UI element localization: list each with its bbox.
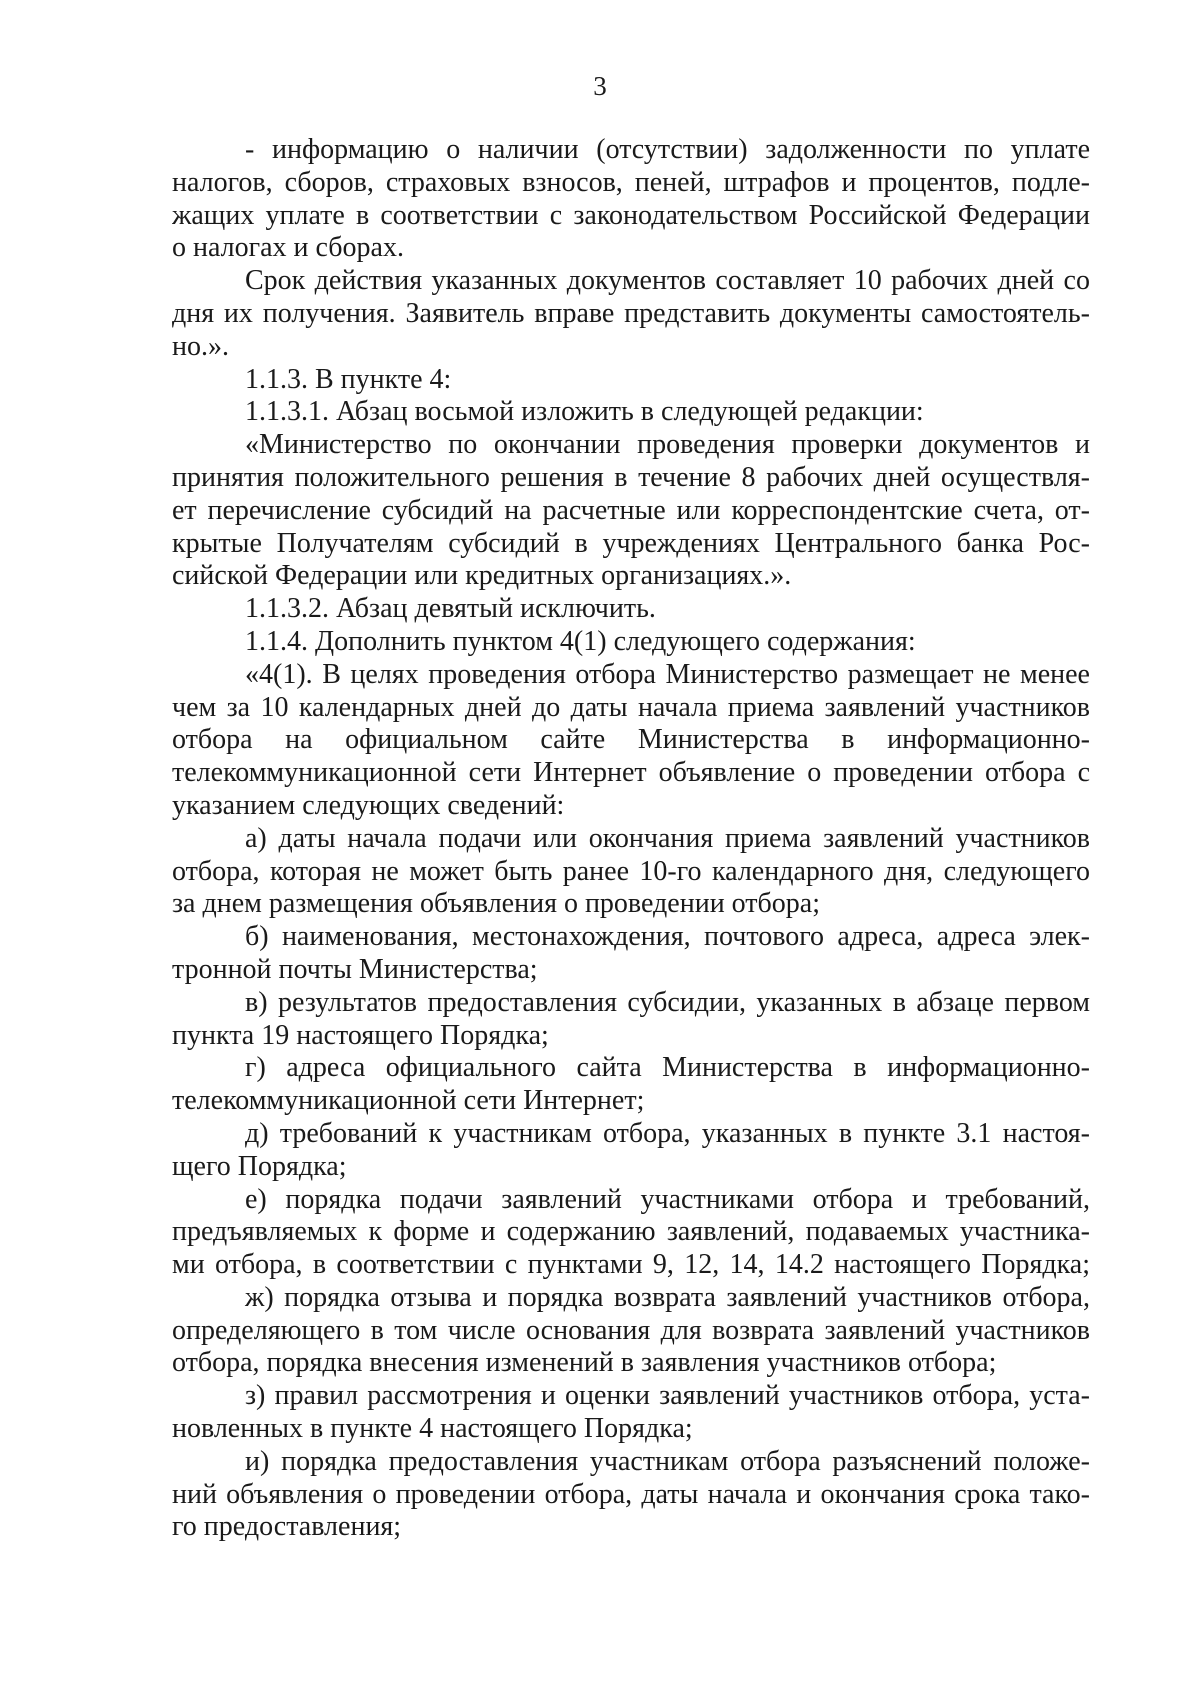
text-line: в) результатов предоставления субсидии, указанных в абзаце первом [245, 986, 1090, 1018]
text-line: «4(1). В целях проведения отбора Министерство размещает не менее [245, 658, 1090, 690]
text-line: за днем размещения объявления о проведении отбора; [172, 888, 820, 920]
text-line: принятия положительного решения в течение 8 рабочих дней осуществля- [172, 461, 1090, 493]
text-line: з) правил рассмотрения и оценки заявлений участников отбора, уста- [245, 1380, 1090, 1412]
text-line: указанием следующих сведений: [172, 789, 565, 821]
text-line: 1.1.4. Дополнить пунктом 4(1) следующего содержания: [245, 625, 916, 657]
text-line: новленных в пункте 4 настоящего Порядка; [172, 1413, 693, 1445]
text-line: определяющего в том числе основания для возврата заявлений участников [172, 1314, 1090, 1346]
text-line: отбора, порядка внесения изменений в заявления участников отбора; [172, 1347, 997, 1379]
text-line: д) требований к участникам отбора, указанных в пункте 3.1 настоя- [245, 1117, 1090, 1149]
text-line: ми отбора, в соответствии с пунктами 9, 12, 14, 14.2 настоящего Порядка; [172, 1249, 1090, 1281]
text-line: е) порядка подачи заявлений участниками отбора и требований, [245, 1183, 1090, 1215]
text-line: - информацию о наличии (отсутствии) задолженности по уплате [245, 134, 1090, 165]
text-line: «Министерство по окончании проведения проверки документов и [245, 429, 1090, 461]
text-line: но.». [172, 330, 229, 362]
text-line: телекоммуникационной сети Интернет; [172, 1085, 645, 1117]
text-line: и) порядка предоставления участникам отбора разъяснений положе- [245, 1445, 1090, 1477]
text-line: о налогах и сборах. [172, 232, 404, 264]
text-line: отбора, которая не может быть ранее 10-го календарного дня, следующего [172, 855, 1090, 887]
text-line: чем за 10 календарных дней до даты начала приема заявлений участников [172, 691, 1090, 723]
text-line: 1.1.3.1. Абзац восьмой изложить в следующей редакции: [245, 396, 924, 428]
text-line: а) даты начала подачи или окончания приема заявлений участников [245, 822, 1090, 854]
text-line: пункта 19 настоящего Порядка; [172, 1019, 549, 1051]
text-line: жащих уплате в соответствии с законодательством Российской Федерации [172, 199, 1090, 231]
text-line: го предоставления; [172, 1511, 402, 1543]
text-line: Срок действия указанных документов составляет 10 рабочих дней со [245, 265, 1090, 297]
text-line: щего Порядка; [172, 1150, 347, 1182]
text-line: дня их получения. Заявитель вправе представить документы самостоятель- [172, 297, 1090, 329]
text-line: отбора на официальном сайте Министерства в информационно- [172, 724, 1090, 756]
text-line: телекоммуникационной сети Интернет объявление о проведении отбора с [172, 757, 1090, 789]
text-line: г) адреса официального сайта Министерства в информационно- [245, 1052, 1090, 1084]
page-number: 3 [593, 71, 607, 101]
text-line: ет перечисление субсидий на расчетные или корреспондентские счета, от- [172, 494, 1090, 526]
text-line: ж) порядка отзыва и порядка возврата заявлений участников отбора, [245, 1281, 1090, 1313]
document-body [172, 134, 1090, 1544]
text-line: налогов, сборов, страховых взносов, пеней, штрафов и процентов, подле- [172, 166, 1090, 198]
text-line: б) наименования, местонахождения, почтового адреса, адреса элек- [245, 921, 1090, 953]
text-line: 1.1.3. В пункте 4: [245, 363, 452, 395]
text-line: 1.1.3.2. Абзац девятый исключить. [245, 593, 656, 625]
text-line: ний объявления о проведении отбора, даты начала и окончания срока тако- [172, 1478, 1090, 1510]
text-line: крытые Получателям субсидий в учреждениях Центрального банка Рос- [172, 527, 1090, 559]
text-line: сийской Федерации или кредитных организациях.». [172, 560, 792, 592]
text-line: тронной почты Министерства; [172, 953, 538, 985]
text-line: предъявляемых к форме и содержанию заявлений, подаваемых участника- [172, 1216, 1090, 1248]
